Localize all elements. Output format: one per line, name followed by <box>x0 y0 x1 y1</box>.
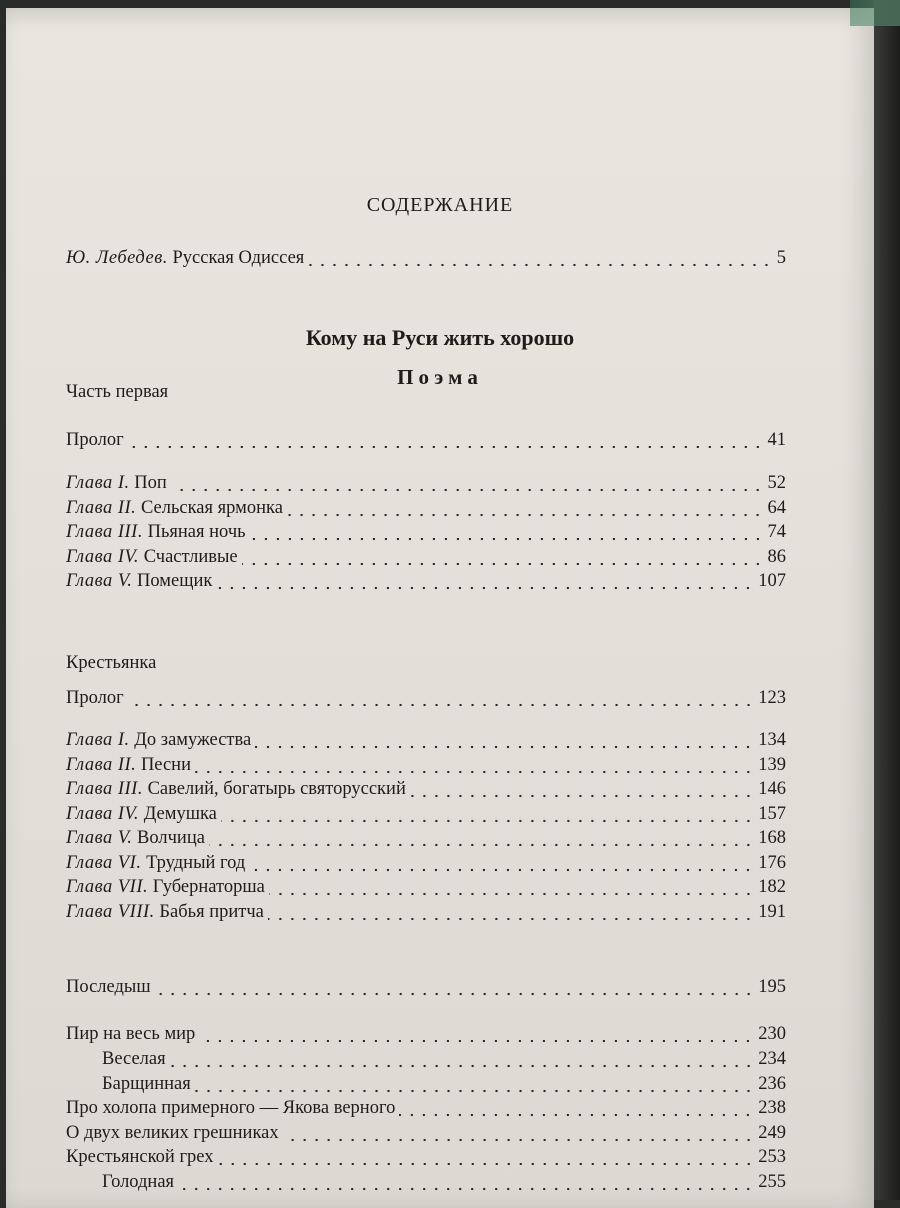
toc-entry-feast-item[interactable] <box>102 1172 786 1196</box>
leader-dots <box>218 1162 755 1166</box>
page-number: 41 <box>767 430 786 450</box>
leader-dots <box>255 745 754 749</box>
leader-dots <box>308 263 772 267</box>
toc-entry-chapter[interactable] <box>66 853 786 877</box>
toc-entry-feast-item[interactable] <box>66 1123 786 1147</box>
section-part-one: Часть первая <box>66 382 169 402</box>
entry-title: Демушка <box>143 803 217 824</box>
toc-entry-chapter[interactable] <box>66 828 786 852</box>
chapter-prefix: Глава V. <box>66 828 133 848</box>
page-number: 139 <box>758 754 786 775</box>
entry-title: Сельская ярмонка <box>140 497 283 518</box>
toc-entry-last-one[interactable]: Последыш 195 <box>66 977 786 997</box>
entry-title: Трудный год <box>146 852 246 873</box>
page-number: 234 <box>758 1049 786 1069</box>
entry-title: Помещик <box>137 571 213 591</box>
page-number: 238 <box>758 1098 786 1118</box>
toc-entry-feast-item[interactable] <box>102 1049 786 1073</box>
entry-title: Про холопа примерного — Якова верного <box>66 1098 396 1118</box>
page-number: 176 <box>758 852 786 873</box>
leader-dots <box>410 794 754 798</box>
page-corner <box>850 0 900 26</box>
toc-entry-prologue-2[interactable]: Пролог 123 <box>66 688 786 708</box>
page-number: 74 <box>767 522 786 542</box>
page-number: 107 <box>758 571 786 591</box>
page-number: 249 <box>758 1122 786 1143</box>
poem-subtitle: Поэма <box>397 365 483 389</box>
toc-entry-chapter[interactable] <box>66 755 786 779</box>
entry-title: Голодная <box>102 1171 175 1192</box>
page-number: 195 <box>758 977 786 997</box>
intro-author: Ю. Лебедев. <box>66 248 168 268</box>
page-number: 191 <box>758 901 786 922</box>
book-edge <box>874 0 900 1200</box>
leader-dots <box>128 445 764 449</box>
page-number: 64 <box>767 497 786 518</box>
entry-title: Пьяная ночь <box>147 522 246 542</box>
leader-dots <box>155 992 755 996</box>
page-number: 255 <box>758 1171 786 1192</box>
chapter-prefix: Глава III. <box>66 522 143 542</box>
page-number: 230 <box>758 1024 786 1044</box>
toc-entry-chapter[interactable] <box>66 877 786 901</box>
page-number: 168 <box>758 828 786 848</box>
entry-title: О двух великих грешниках <box>66 1122 279 1143</box>
section-peasant-woman: Крестьянка <box>66 653 157 673</box>
entry-title: Счастливые <box>143 546 238 567</box>
leader-dots <box>242 562 764 566</box>
chapter-prefix: Глава V. <box>66 571 133 591</box>
intro-title: Русская Одиссея <box>172 248 305 268</box>
toc-entry-chapter[interactable] <box>66 804 786 828</box>
leader-dots <box>250 537 764 541</box>
chapter-prefix: Глава II. <box>66 497 137 518</box>
page-number: 86 <box>767 546 786 567</box>
page-number: 134 <box>758 730 786 750</box>
leader-dots <box>216 586 754 590</box>
chapter-prefix: Глава VII. <box>66 877 149 897</box>
leader-dots <box>249 868 754 872</box>
entry-title: Веселая <box>102 1049 166 1069</box>
chapter-prefix: Глава II. <box>66 754 137 775</box>
poem-title: Кому на Руси жить хорошо <box>305 325 575 350</box>
entry-title: Губернаторша <box>152 877 265 897</box>
chapter-prefix: Глава VI. <box>66 852 142 873</box>
leader-dots <box>199 1039 754 1043</box>
leader-dots <box>399 1113 754 1117</box>
page-number: 123 <box>758 688 786 708</box>
toc-entry-feast-item[interactable] <box>102 1074 786 1098</box>
chapter-prefix: Глава VIII. <box>66 901 155 922</box>
page-number: 52 <box>767 473 786 493</box>
leader-dots <box>171 488 764 492</box>
toc-entry-chapter[interactable] <box>66 902 786 926</box>
leader-dots <box>221 819 754 823</box>
entry-title: Барщинная <box>102 1073 191 1094</box>
leader-dots <box>209 843 754 847</box>
toc-entry-chapter[interactable] <box>66 522 786 546</box>
chapter-prefix: Глава IV. <box>66 803 140 824</box>
entry-title: Бабья притча <box>159 901 264 922</box>
entry-title: Савелий, богатырь святорусский <box>147 779 406 799</box>
toc-entry-feast-item[interactable] <box>66 1147 786 1171</box>
book-page <box>6 8 874 1208</box>
toc-entry-chapter[interactable] <box>66 498 786 522</box>
leader-dots <box>178 1187 754 1191</box>
page-number: 253 <box>758 1147 786 1167</box>
toc-entry-chapter[interactable] <box>66 473 786 497</box>
entry-title: Волчица <box>137 828 205 848</box>
entry-title: До замужества <box>134 730 252 750</box>
entry-title: Песни <box>140 754 191 775</box>
page-number: 182 <box>758 877 786 897</box>
chapter-prefix: Глава III. <box>66 779 143 799</box>
page-number: 5 <box>776 248 786 268</box>
leader-dots <box>170 1064 755 1068</box>
chapter-prefix: Глава IV. <box>66 546 140 567</box>
leader-dots <box>287 513 764 517</box>
leader-dots <box>283 1138 755 1142</box>
page-number: 157 <box>758 803 786 824</box>
entry-title: Крестьянской грех <box>66 1147 214 1167</box>
leader-dots <box>128 703 755 707</box>
leader-dots <box>195 1089 754 1093</box>
leader-dots <box>269 892 754 896</box>
chapter-prefix: Глава I. <box>66 730 130 750</box>
toc-entry-chapter[interactable] <box>66 571 786 595</box>
page-number: 146 <box>758 779 786 799</box>
toc-entry-chapter[interactable] <box>66 730 786 754</box>
contents-heading: СОДЕРЖАНИЕ <box>366 194 514 216</box>
leader-dots <box>195 770 754 774</box>
entry-title: Поп <box>134 473 167 493</box>
toc-entry-chapter[interactable] <box>66 547 786 571</box>
page-number: 236 <box>758 1073 786 1094</box>
toc-entry-feast-item[interactable] <box>66 1098 786 1122</box>
toc-entry-feast[interactable]: Пир на весь мир 230 <box>66 1024 786 1044</box>
chapter-prefix: Глава I. <box>66 473 130 493</box>
toc-entry-prologue-1[interactable]: Пролог 41 <box>66 430 786 450</box>
toc-entry-chapter[interactable] <box>66 779 786 803</box>
toc-entry-intro[interactable] <box>66 248 786 272</box>
leader-dots <box>268 917 754 921</box>
